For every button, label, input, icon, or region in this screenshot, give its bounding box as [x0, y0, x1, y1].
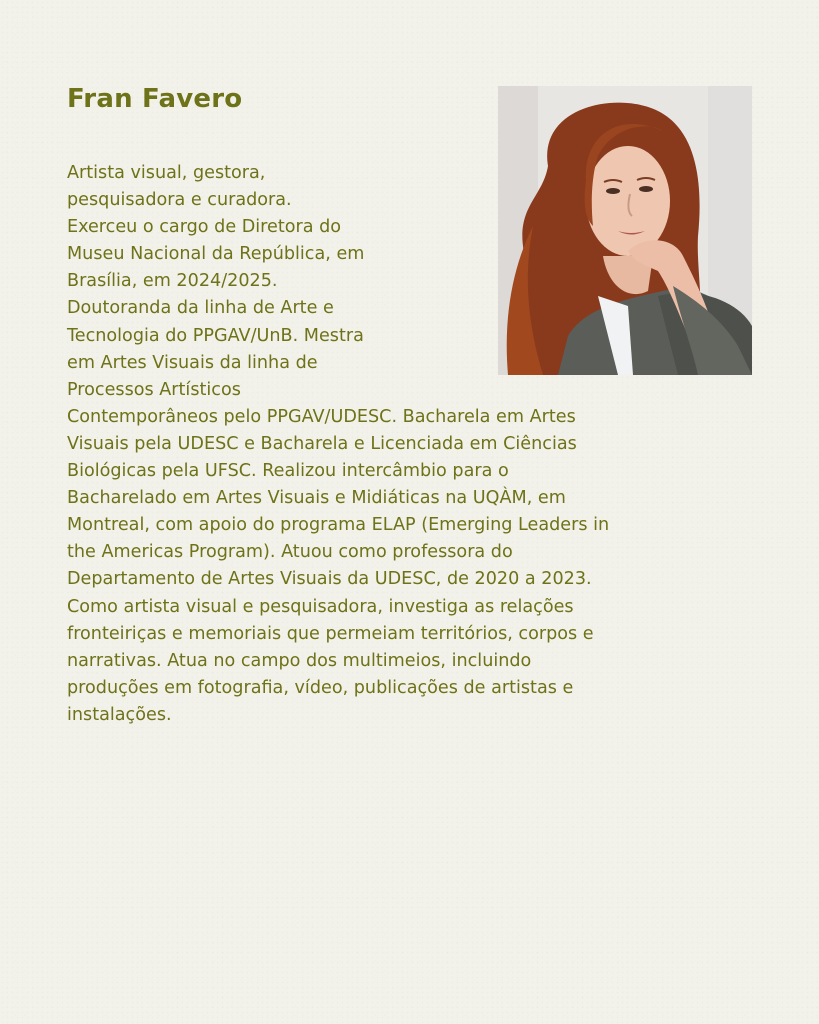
- bio-line: produções em fotografia, vídeo, publicações de artistas e: [67, 677, 574, 698]
- bio-line: Biológicas pela UFSC. Realizou intercâmbio para o: [67, 461, 509, 482]
- bio-line: Contemporâneos pelo PPGAV/UDESC. Bacharela em Artes: [67, 406, 576, 427]
- bio-line: Artista visual, gestora,: [67, 163, 266, 183]
- bio-line: Museu Nacional da República, em: [67, 244, 365, 265]
- bio-line: Processos Artísticos: [67, 379, 241, 400]
- bio-line: Departamento de Artes Visuais da UDESC, de 2020 a 2023.: [67, 569, 592, 590]
- bio-line: fronteiriças e memoriais que permeiam territórios, corpos e: [67, 623, 594, 644]
- bio-line: the Americas Program). Atuou como professora do: [67, 542, 513, 563]
- bio-line: Bacharelado em Artes Visuais e Midiáticas na UQÀM, em: [67, 488, 566, 509]
- bio-line: Doutoranda da linha de Arte e: [67, 298, 334, 319]
- bio-line: Brasília, em 2024/2025.: [67, 271, 278, 292]
- bio-text: [67, 160, 767, 729]
- bio-line: instalações.: [67, 704, 172, 725]
- bio-line: narrativas. Atua no campo dos multimeios, incluindo: [67, 650, 532, 671]
- bio-line: Como artista visual e pesquisadora, investiga as relações: [67, 596, 574, 617]
- bio-line: Montreal, com apoio do programa ELAP (Emerging Leaders in: [67, 515, 610, 536]
- bio-line: Visuais pela UDESC e Bacharela e Licenciada em Ciências: [67, 433, 577, 454]
- page-title: Fran Favero: [67, 84, 243, 114]
- bio-line: pesquisadora e curadora.: [67, 190, 292, 211]
- bio-line: Tecnologia do PPGAV/UnB. Mestra: [67, 325, 364, 346]
- bio-line: em Artes Visuais da linha de: [67, 352, 318, 373]
- bio-line: Exerceu o cargo de Diretora do: [67, 217, 342, 238]
